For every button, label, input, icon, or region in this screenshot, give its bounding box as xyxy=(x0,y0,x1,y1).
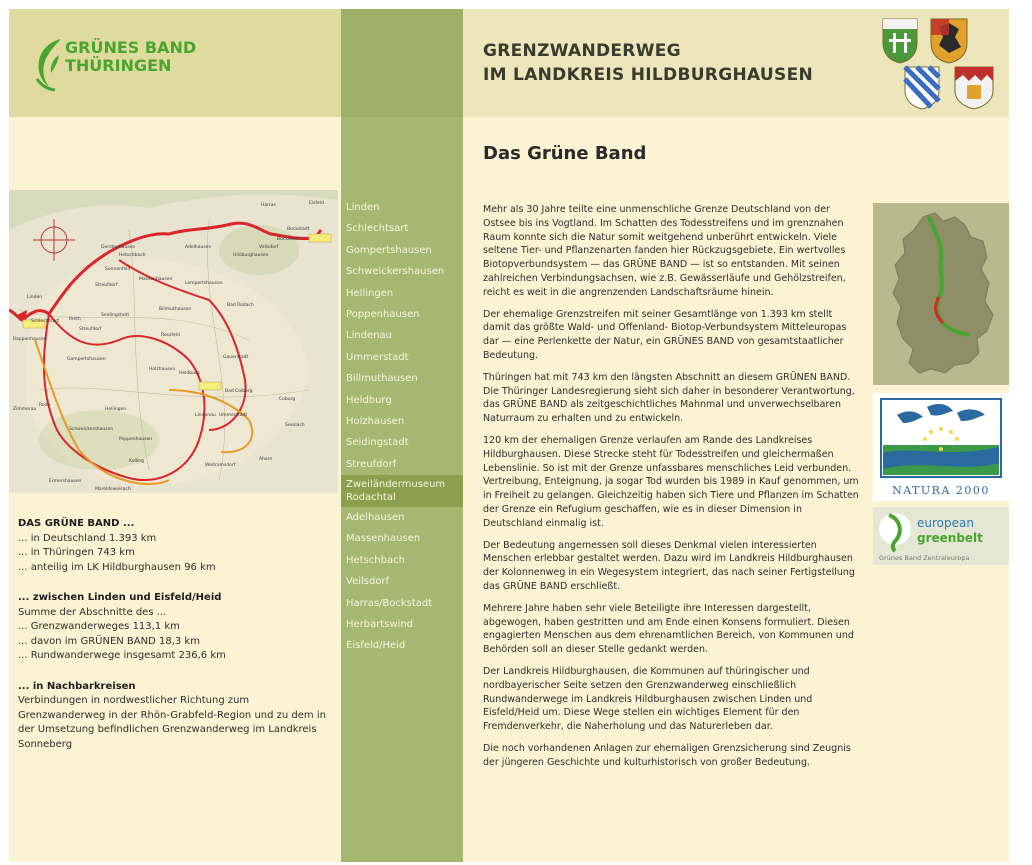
greenbelt-line-1: european xyxy=(917,516,974,530)
map-label: Maroldsweisach xyxy=(95,487,131,492)
nav-item-lindenau[interactable]: Lindenau xyxy=(346,330,392,342)
map-label: Streufdorf xyxy=(95,283,118,288)
logo-line-2: THÜRINGEN xyxy=(65,56,172,75)
fact-line: ... davon im GRÜNEN BAND 18,3 km xyxy=(18,635,200,647)
nav-item-linden[interactable]: Linden xyxy=(346,202,380,213)
map-label: Lindenau xyxy=(195,413,216,418)
map-label: Bad Colberg xyxy=(225,389,253,394)
map-label: Zimmerau xyxy=(13,407,37,412)
map-label: Poppenhausen xyxy=(119,437,153,442)
content-paragraph: Der Bedeutung angemessen soll dieses Denkmal vielen interessierten Menschen erlebbar gestaltet werden. Dazu wird im Landkreis Hildburghausen der Kolonnenweg in ein Wegesystem integriert, das nach seiner Fertigstellung das GRÜNE BAND erschließt. xyxy=(483,539,855,592)
fact-line: ... in Deutschland 1.393 km xyxy=(18,532,157,544)
gruenes-band-logo[interactable] xyxy=(33,33,223,99)
nav-item-poppenhausen[interactable]: Poppenhausen xyxy=(346,308,420,320)
nav-item-schlechtsart[interactable]: Schlechtsart xyxy=(346,223,409,235)
map-label: Lempertshausen xyxy=(185,281,223,286)
location-nav xyxy=(341,197,463,657)
map-label: Rappenhausen xyxy=(13,337,47,342)
map-label: Billmuthausen xyxy=(159,307,192,312)
fact-line: ... Grenzwanderweges 113,1 km xyxy=(18,621,180,632)
location-nav-column xyxy=(341,117,463,862)
greenbelt-subtitle: Grünes Band Zentraleuropa xyxy=(879,554,970,562)
crest-lion-icon xyxy=(931,19,967,63)
header-middle-strip xyxy=(341,9,463,117)
header-title-area xyxy=(463,9,1009,117)
greenbelt-line-2: greenbelt xyxy=(917,531,983,545)
main-content-column xyxy=(463,117,1009,862)
map-label: Schlechtsart xyxy=(31,319,60,324)
crest-hildburghausen-icon xyxy=(883,19,917,63)
map-label: Bad Rodach xyxy=(227,303,254,308)
nav-item-eisfeld-heid[interactable]: Eisfeld/Heid xyxy=(346,640,406,652)
european-greenbelt-logo[interactable] xyxy=(873,507,1009,565)
title-line-2: IM LANDKREIS HILDBURGHAUSEN xyxy=(483,65,814,85)
nav-item-herbartswind[interactable]: Herbartswind xyxy=(346,619,414,631)
map-label: Massenhausen xyxy=(139,277,173,282)
map-label: Sonnenfeld xyxy=(105,267,131,272)
map-label: Kolling xyxy=(129,459,144,464)
title-line-1: GRENZWANDERWEG xyxy=(483,41,681,61)
map-label: Seidingstadt xyxy=(101,313,130,318)
nav-item-holzhausen[interactable]: Holzhausen xyxy=(346,415,405,427)
map-label: Ummerstadt xyxy=(219,413,248,418)
facts-panel xyxy=(18,517,336,768)
nav-item-harras-bockstadt[interactable]: Harras/Bockstadt xyxy=(346,597,433,609)
nav-item-ummerstadt[interactable]: Ummerstadt xyxy=(346,351,409,363)
nav-item-hetschbach[interactable]: Hetschbach xyxy=(346,554,405,566)
facts-heading: ... in Nachbarkreisen xyxy=(18,680,136,692)
page-title xyxy=(483,39,813,87)
germany-outline-icon xyxy=(873,203,1009,385)
map-label: Gompertshausen xyxy=(67,357,106,362)
leaf-logo-icon xyxy=(33,35,67,93)
map-label: Bockstadt xyxy=(287,227,310,232)
content-paragraph: Mehr als 30 Jahre teilte eine unmenschliche Grenze Deutschland von der Ostsee bis ins Vogtland. Im Schatten des Todesstreifens und im grenznahen Raum konnte sich die Natur somit weitgehend unberührt entwickeln. Viele seltene Tier- und Pflanzenarten fanden hier Rückzugsgebiete. Ein wertvolles Biotopverbundsystem — das GRÜNE BAND — ist so entstanden. Mit seinen zahlreichen Verbindungsachsen, wie z.B. Gewässerläufe und Gehölzstreifen, reicht es weit in die angrenzenden Landschaftsräume hinein. xyxy=(483,204,846,298)
map-label: Veilsdorf xyxy=(259,245,279,250)
map-label: Streufdorf xyxy=(79,327,102,332)
map-label: Bockstadt xyxy=(277,237,300,242)
fact-line: ... anteilig im LK Hildburghausen 96 km xyxy=(18,561,216,573)
content-paragraph: Mehrere Jahre haben sehr viele Beteiligte ihre Interessen dargestellt, abgewogen, haben gestritten und am Ende einen Konsens formuliert. Diesen engagierten Menschen aus dem ehrenamtlichen Bereich, von Kommunen und Behörden soll an dieser Stelle gedankt werden. xyxy=(483,602,854,656)
content-paragraph: Die noch vorhandenen Anlagen zur ehemaligen Grenzsicherung sind Zeugnis der jüngeren Geschichte und kulturhistorisch von großer Bedeutung. xyxy=(483,742,851,768)
crest-bavaria-icon xyxy=(905,67,939,109)
natura-2000-logo[interactable] xyxy=(873,393,1009,501)
crest-franconia-icon xyxy=(955,67,993,109)
map-label: Adelhausen xyxy=(185,245,212,250)
facts-block-linden-eisfeld xyxy=(18,591,336,664)
fact-text: Verbindungen in nordwestlicher Richtung zum Grenzwanderweg in der Rhön-Grabfeld-Region und zu dem in der Umsetzung befindlichen Grenzwanderweg im Landkreis Sonneberg xyxy=(18,695,326,750)
nav-item-gompertshausen[interactable]: Gompertshausen xyxy=(346,244,432,256)
map-label: Heldburg xyxy=(179,371,200,376)
coat-of-arms-group xyxy=(875,15,1001,111)
map-label: Linden xyxy=(27,295,43,300)
nav-item-billmuthausen[interactable]: Billmuthausen xyxy=(346,373,418,385)
map-label: Weitramsdorf xyxy=(205,463,236,468)
content-body xyxy=(483,203,859,777)
left-column xyxy=(9,117,341,862)
natura-text: NATURA 2000 xyxy=(892,484,990,497)
greenbelt-logo-icon xyxy=(873,507,1009,565)
header-logo-area xyxy=(9,9,341,117)
map-label: Gauerstadt xyxy=(223,355,249,360)
germany-map-image[interactable] xyxy=(873,203,1009,385)
map-label: Schweickershausen xyxy=(69,427,114,432)
map-label: Sesslach xyxy=(285,423,305,428)
map-label: Hetschbach xyxy=(119,253,146,258)
map-label: Hildburghausen xyxy=(233,253,269,258)
map-label: Ermershausen xyxy=(49,479,82,484)
map-label: Rieth xyxy=(69,317,81,322)
facts-block-gruenes-band xyxy=(18,517,336,575)
route-map[interactable] xyxy=(9,190,338,493)
fact-line: Summe der Abschnitte des ... xyxy=(18,606,167,618)
nav-item-streufdorf[interactable]: Streufdorf xyxy=(346,458,397,470)
map-label: Roda xyxy=(39,403,51,408)
route-map-graphic xyxy=(9,190,338,493)
facts-heading: DAS GRÜNE BAND ... xyxy=(18,518,135,529)
map-label: Harras xyxy=(261,203,276,208)
nav-item-massenhausen[interactable]: Massenhausen xyxy=(346,533,421,545)
map-label: Rossfeld xyxy=(161,333,180,338)
map-label: Gerstenhausen xyxy=(101,245,136,250)
nav-item-seidingstadt[interactable]: Seidingstadt xyxy=(346,437,409,449)
map-label: Eisfeld xyxy=(309,201,324,206)
map-label: Holzhausen xyxy=(149,367,176,372)
map-label: Ahorn xyxy=(259,457,273,462)
content-title: Das Grüne Band xyxy=(483,143,647,164)
map-label: Coburg xyxy=(279,397,296,402)
nav-item-heldburg[interactable]: Heldburg xyxy=(346,394,392,406)
nav-item-zweilaendermuseum[interactable]: Zweiländermuseum Rodachtal xyxy=(341,475,463,507)
facts-block-nachbarkreise xyxy=(18,680,336,753)
map-label: Hellingen xyxy=(105,407,127,412)
fact-line: ... Rundwanderwege insgesamt 236,6 km xyxy=(18,650,226,661)
content-paragraph: Der ehemalige Grenzstreifen mit seiner Gesamtlänge von 1.393 km stellt damit das größte Wald- und Offenland- Biotop-Verbundsystem Mitteleuropas dar — eine Perlenkette der Natur, ein GRÜNES BAND von gesamtstaatlicher Bedeutung. xyxy=(483,308,847,361)
content-paragraph: Thüringen hat mit 743 km den längsten Abschnitt an diesem GRÜNEN BAND. Die Thüringer Landesregierung sieht sich daher in besonderer Verantwortung, das GRÜNE BAND als zeitgeschichtliches Mahnmal und unverwechselbaren Naturraum zu erhalten und zu entwickeln. xyxy=(483,371,855,425)
nav-item-schweickershausen[interactable]: Schweickershausen xyxy=(346,266,445,278)
fact-line: ... in Thüringen 743 km xyxy=(18,547,135,558)
content-paragraph: Der Landkreis Hildburghausen, die Kommunen auf thüringischer und nordbayerischer Seite setzen den Grenzwanderweg einschließlich Rundwanderwege im Landkreis Hildburghausen zwischen Linden und Eisfeld/Heid um. Diese Wege stellen ein wichtiges Element für den Fremdenverkehr, die Naherholung und das Naturerleben dar. xyxy=(483,665,813,733)
nav-item-hellingen[interactable]: Hellingen xyxy=(346,287,394,299)
facts-heading: ... zwischen Linden und Eisfeld/Heid xyxy=(18,592,222,603)
natura-logo-icon xyxy=(873,393,1009,501)
page xyxy=(9,9,1009,862)
nav-item-veilsdorf[interactable]: Veilsdorf xyxy=(346,576,390,588)
logo-line-1: GRÜNES BAND xyxy=(65,38,197,57)
nav-item-adelhausen[interactable]: Adelhausen xyxy=(346,512,405,524)
logo-text xyxy=(65,39,196,75)
content-paragraph: 120 km der ehemaligen Grenze verlaufen am Rande des Landkreises Hildburghausen. Diese Strecke steht für Todesstreifen und gleichermaßen Lebenslinie. So ist mit der Grenze unfassbares menschliches Leid verbunden. Vertreibung, Enteignung, ja sogar Tod wurden bis 1989 in Kauf genommen, um in Freiheit zu gelangen. Gleichzeitig haben sich Tiere und Pflanzen im Schatten der Grenze ein Refugium geschaffen, wie es in dieser Dimension in Deutschland einmalig ist. xyxy=(483,434,859,529)
